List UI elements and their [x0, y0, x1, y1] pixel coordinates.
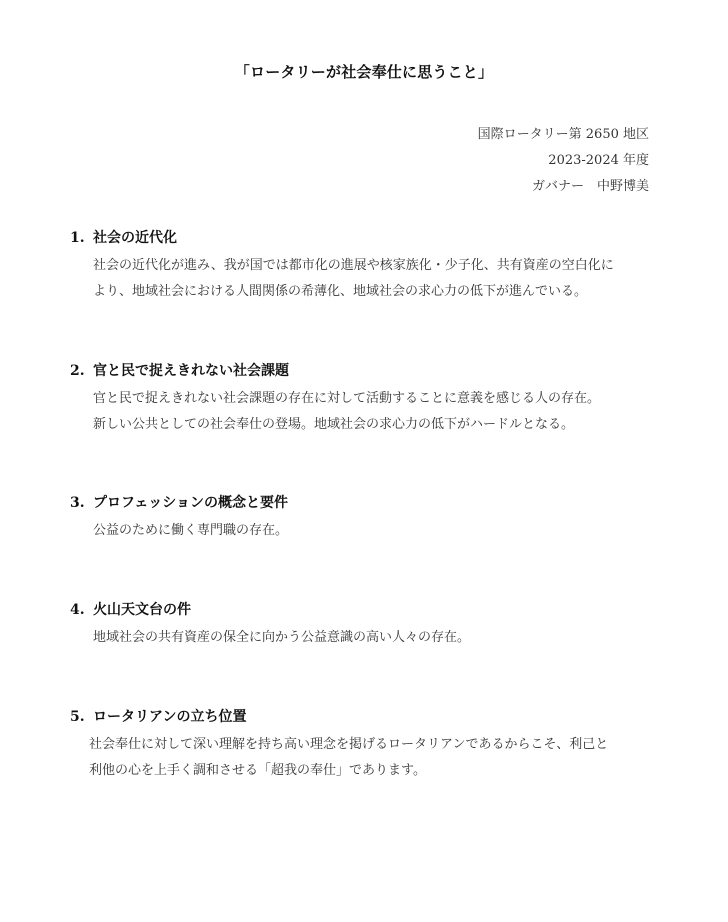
section-3: [70, 492, 650, 544]
section-number: 1.: [70, 230, 85, 246]
section-heading: [70, 599, 650, 621]
section-body: [70, 732, 650, 784]
section-1: [70, 227, 650, 305]
body-line: 新しい公共としての社会奉仕の登場。地域社会の求心力の低下がハードルとなる。: [93, 417, 575, 432]
body-line: 社会奉仕に対して深い理解を持ち高い理念を掲げるロータリアンであるからこそ、利己と: [89, 737, 609, 752]
section-4: [70, 599, 650, 651]
section-heading: [70, 706, 650, 728]
section-heading-text: 官と民で捉えきれない社会課題: [93, 363, 289, 379]
body-line: 利他の心を上手く調和させる「超我の奉仕」であります。: [89, 763, 426, 778]
section-heading-text: 火山天文台の件: [93, 602, 191, 618]
section-heading: [70, 360, 650, 382]
body-line: 社会の近代化が進み、我が国では都市化の進展や核家族化・少子化、共有資産の空白化に: [93, 258, 614, 273]
section-heading-text: ロータリアンの立ち位置: [93, 709, 247, 725]
section-heading: [70, 492, 650, 514]
section-body: [70, 253, 650, 305]
section-heading-text: 社会の近代化: [93, 230, 177, 246]
section-number: 5.: [70, 709, 85, 725]
section-number: 3.: [70, 495, 85, 511]
author-block: [478, 122, 649, 200]
section-2: [70, 360, 650, 438]
section-heading-text: プロフェッションの概念と要件: [93, 495, 289, 511]
section-number: 4.: [70, 602, 85, 618]
section-body: [70, 518, 650, 544]
author-governor: ガバナー 中野博美: [531, 179, 649, 194]
body-line: 公益のために働く専門職の存在。: [93, 523, 289, 538]
body-line: より、地域社会における人間関係の希薄化、地域社会の求心力の低下が進んでいる。: [93, 284, 588, 299]
author-organization: 国際ロータリー第 2650 地区: [477, 127, 649, 142]
author-term: 2023-2024 年度: [548, 153, 649, 168]
section-body: [70, 386, 650, 438]
body-line: 官と民で捉えきれない社会課題の存在に対して活動することに意義を感じる人の存在。: [93, 391, 601, 406]
section-5: [70, 706, 650, 784]
section-body: [70, 625, 650, 651]
body-line: 地域社会の共有資産の保全に向かう公益意識の高い人々の存在。: [93, 630, 471, 645]
section-heading: [70, 227, 650, 249]
document-title: 「ロータリーが社会奉仕に思うこと」: [234, 63, 494, 81]
section-number: 2.: [70, 363, 85, 379]
